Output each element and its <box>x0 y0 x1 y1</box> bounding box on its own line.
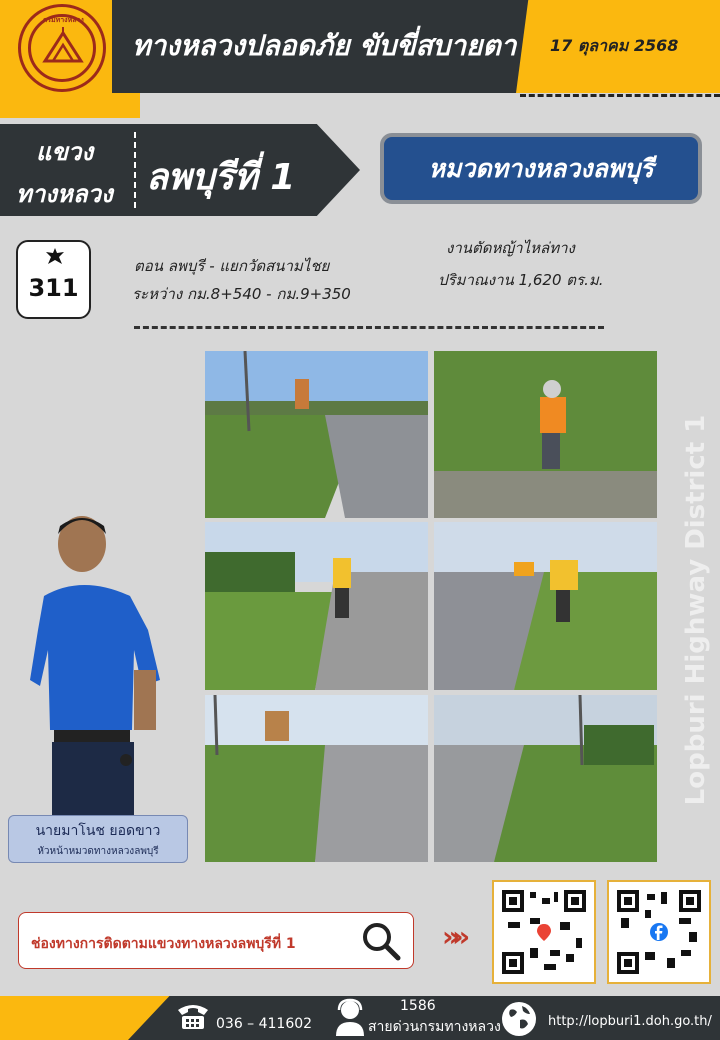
call-center-icon <box>334 998 366 1036</box>
person-name: นายมาโนช ยอดขาว <box>35 823 161 839</box>
header-divider <box>520 94 720 97</box>
district-name: ลพบุรีที่ 1 <box>146 157 296 198</box>
route-section: ตอน ลพบุรี - แยกวัดสนามไชย <box>134 257 330 275</box>
qr-code-map[interactable] <box>492 880 596 984</box>
follow-text: ช่องทางการติดตามแขวงทางหลวงลพบุรีที่ 1 <box>31 936 296 952</box>
work-photo-6 <box>434 695 657 862</box>
garuda-icon <box>44 246 66 268</box>
date-label: 17 ตุลาคม 2568 <box>550 36 679 55</box>
chevrons-icon: »» <box>442 920 463 953</box>
footer-phone[interactable]: 036 – 411602 <box>216 1016 313 1032</box>
work-quantity: ปริมาณงาน 1,620 ตร.ม. <box>438 271 604 289</box>
work-photo-2 <box>434 351 657 518</box>
unit-name: หมวดทางหลวงลพบุรี <box>428 153 654 183</box>
footer-website[interactable]: http://lopburi1.doh.go.th/ <box>548 1014 712 1029</box>
route-range: ระหว่าง กม.8+540 - กม.9+350 <box>132 285 351 303</box>
hotline-number[interactable]: 1586 <box>400 998 436 1014</box>
section-divider <box>134 326 604 329</box>
work-type: งานตัดหญ้าไหล่ทาง <box>446 239 575 257</box>
page-title: ทางหลวงปลอดภัย ขับขี่สบายตา <box>132 29 517 62</box>
side-text: Lopburi Highway District 1 <box>681 414 711 806</box>
unit-box <box>380 133 702 204</box>
person-caption <box>8 815 188 863</box>
globe-icon <box>500 1000 538 1038</box>
side-watermark <box>676 410 716 810</box>
banner-label-line2: ทางหลวง <box>16 180 113 208</box>
search-icon[interactable] <box>361 921 401 961</box>
person-photo <box>30 510 180 820</box>
route-number: 311 <box>28 274 79 302</box>
banner-label-line1: แขวง <box>36 138 94 166</box>
hotline-label: สายด่วนกรมทางหลวง <box>368 1019 501 1035</box>
work-photo-1 <box>205 351 428 518</box>
person-title: หัวหน้าหมวดทางหลวงลพบุรี <box>37 846 159 857</box>
work-photo-4 <box>434 522 657 690</box>
logo-text: กรมทางหลวง <box>43 16 84 24</box>
follow-box[interactable] <box>18 912 414 969</box>
work-photo-5 <box>205 695 428 862</box>
banner-divider <box>134 132 136 208</box>
telephone-icon <box>176 1002 210 1030</box>
route-badge <box>16 240 91 319</box>
department-logo <box>18 4 106 92</box>
work-photo-3 <box>205 522 428 690</box>
qr-code-facebook[interactable] <box>607 880 711 984</box>
